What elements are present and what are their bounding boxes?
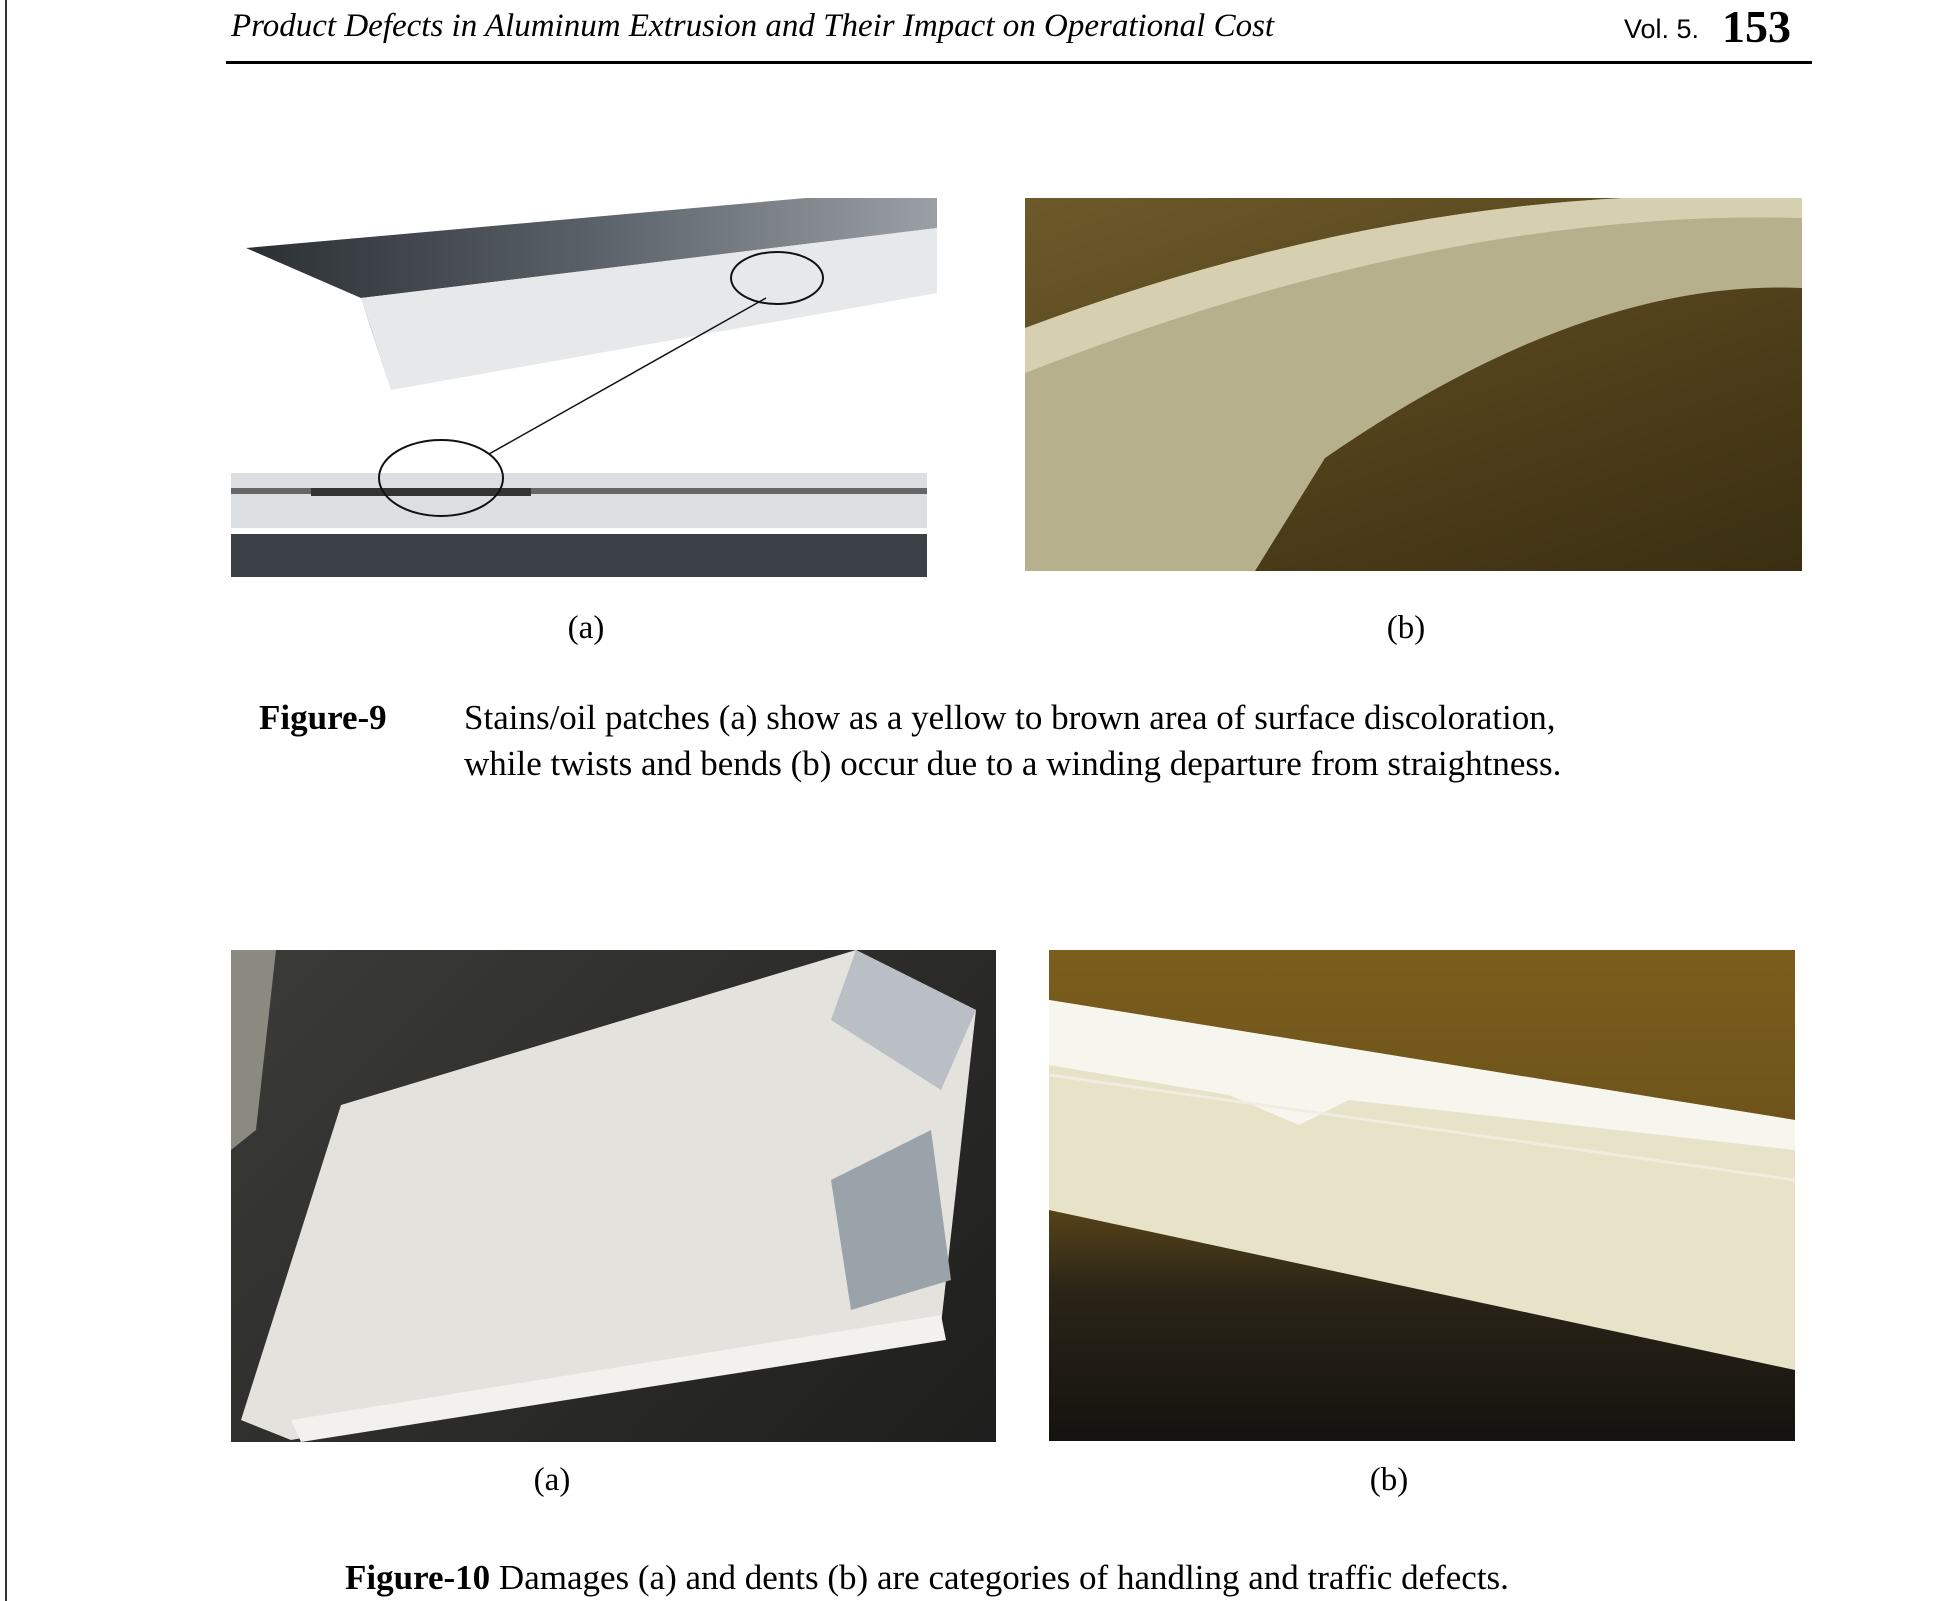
figure-10b-label: (b): [1369, 1462, 1409, 1498]
figure-9a-image: [231, 198, 937, 577]
figure-9b-image: [1025, 198, 1802, 571]
figure-9-caption-line2: while twists and bends (b) occur due to a winding departure from straightness.: [464, 744, 1562, 783]
figure-10-caption: [345, 1558, 1509, 1598]
figure-10a-image: [231, 950, 996, 1442]
running-title: Product Defects in Aluminum Extrusion and Their Impact on Operational Cost: [231, 8, 1275, 44]
header-rule: [226, 61, 1812, 64]
figure-9-caption-line1: Stains/oil patches (a) show as a yellow to brown area of surface discoloration,: [464, 698, 1556, 737]
figure-10-caption-label: Figure-10: [345, 1558, 491, 1597]
figure-9b-label: (b): [1386, 610, 1426, 646]
figure-10a-label: (a): [533, 1462, 571, 1498]
page-number: 153: [1722, 1, 1791, 52]
figure-9-caption-label: Figure-9: [259, 698, 387, 737]
figure-10b-image: [1049, 950, 1795, 1441]
page-left-border: [5, 0, 7, 1601]
volume-label: Vol. 5.: [1624, 14, 1700, 44]
figure-10-caption-text: Damages (a) and dents (b) are categories of handling and traffic defects.: [490, 1558, 1509, 1597]
figure-9a-label: (a): [567, 610, 605, 646]
